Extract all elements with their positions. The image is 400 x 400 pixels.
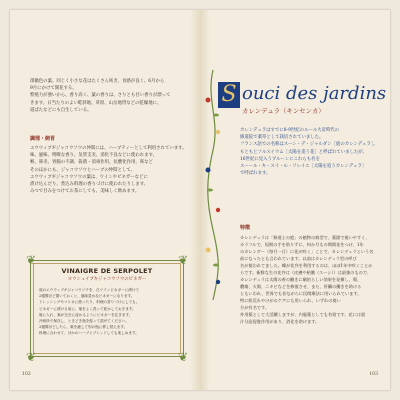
vinaigre-recipe-box (25, 253, 189, 364)
text-line: エウウィブギジャコウソウの仲間には、ハーブティーとして利用されています。 (30, 146, 187, 151)
text-line: 汁分泌促進作用があり、消化を助けます。 (240, 319, 320, 324)
text-line: 庭のエウウィブギジャコウソウを、白ワインビネガーに漬けて (39, 288, 140, 292)
right-intro (240, 127, 385, 177)
text-line: で呼ばれます。 (240, 171, 271, 177)
text-line: 瓶に入れ、葉が完全に浸かるようにビネガーを注ぎます。 (39, 312, 133, 317)
text-line: ドレッシングやマリネに使ったり、料理の香りづけにしても。 (39, 300, 140, 305)
section-heading: 特徴 (240, 225, 251, 231)
text-line: 16世紀に見入うブルーンにこれらも名を (240, 156, 320, 162)
text-line: そのほかにも、ジャコウソウとハーブの仲間として、 (30, 167, 135, 173)
right-page (200, 10, 390, 390)
page-subtitle: カレンデュラ（キンセンカ） (242, 107, 325, 115)
text-line: 料理に合わせて、ほかのハーブとブレンドしても楽しめます。 (39, 331, 139, 336)
page-title: ouci des jardins (242, 83, 387, 104)
text-line: 名が使われてました。蝶が花弁を利用するのは、ほぼ1年中咲くことか (240, 263, 373, 268)
book-spread (10, 10, 390, 390)
text-line: 2週間ほどしたら、葉を漉して別の瓶に移し替えます。 (39, 325, 128, 330)
text-line: 特に肌荒れやけがのケアにも用いられ、いずれの使い (240, 298, 341, 303)
text-line: 2週間ほど置いておくと、風味豊かなビネガーになります。 (39, 294, 135, 299)
left-page (10, 10, 200, 390)
text-line: 澤鍋色の葉。同じく小さな花はたくさん咲き、食感が良く、6月から (30, 79, 165, 84)
text-line: エウウィブギジャコウソウの葉は、ワインやビネガーなどに (30, 174, 148, 180)
text-line: ともいわれ、世界でも昔ながらに民間療法に用いられています。 (240, 291, 362, 296)
text-line: のカレンダー（毎月一日）に花が咲く」ことで、カレンデュラという名 (240, 249, 374, 254)
left-section-body (30, 145, 190, 195)
text-line: 修道院で薬草として栽培されていました。 (240, 135, 324, 141)
text-line: ビネガーに漬ける前に、葉をよく洗って乾かしておきます。 (39, 306, 136, 311)
section-heading: 調理・飼育 (30, 136, 56, 142)
text-line: フランス語での名称はスーシ・デ・ジャルダン［庭のカレンデュラ］。 (240, 142, 378, 148)
text-line: 繁殖力が強いから、香り高く、葉の香りは、さりとも甘い香りが漂って (30, 93, 171, 99)
vine-ornament-icon: ❦ (177, 253, 189, 267)
text-line: 漬け込んだり、煮込み料理の香りづけに使われたりします。 (30, 182, 149, 188)
illuminated-initial: S (218, 82, 240, 108)
text-line: カレンデュラはすでに8-9世紀のルール大帝時代の (240, 128, 340, 133)
left-intro (30, 78, 190, 114)
text-line: 道ばたなどにも自生している。 (30, 107, 92, 113)
page-number: 103 (369, 372, 378, 377)
text-line: 喉、鼻炎、胃腸の不調、殺菌・消毒作用、抗酸化作用、咳など (30, 160, 153, 166)
text-line: 膿瘍、火傷、ニキビなどを修復させ、また、肝臓の働きを助ける (240, 284, 362, 289)
vine-ornament-icon: ❦ (25, 253, 37, 267)
text-line: 外用薬として大活躍しますが、内服薬としても有効です。花には胆 (240, 312, 366, 317)
text-line: 方が有名です。 (240, 305, 269, 310)
text-line: きます。日当たりのよい畦斜地、草原、山岳地帯などの乾燥地に、 (30, 100, 162, 106)
text-line: カラフルで、短期の手を借りずに、何か月もの期間花をつけ、1年 (240, 242, 364, 247)
vine-ornament-icon: ❦ (177, 350, 189, 364)
vine-ornament-icon: ❦ (25, 350, 37, 364)
text-line: スーール・キ・スイ・ル・ソレイユ［太陽を追うカレンデュラ］ (240, 164, 367, 170)
text-line: 味、風味、明瞭な香り、気管支炎、消化不良などに使われます。 (30, 153, 157, 159)
text-line: 冷暗所で保存し、ときどき瓶を振って混ぜてください。 (39, 319, 129, 324)
recipe-title: VINAIGRE DE SERPOLET (61, 267, 153, 275)
recipe-subtitle: ヨウシュイブキジャコウソウのビネガー (67, 277, 147, 282)
page-number: 102 (22, 372, 31, 377)
text-line: みつで甘みをつけてお茶にしても、美味しく飲めます。 (30, 189, 140, 195)
recipe-body (39, 287, 175, 337)
text-line: らです。新鮮な生の花弁は（皮膚や粘膜（スーシ））は最強のもので、 (240, 270, 372, 275)
text-line: カレンデュラは太陽の香の働きに劇的らしい効果を発揮し、傷、 (240, 277, 362, 282)
text-line: 9月にかけて開花する。 (30, 86, 77, 92)
right-section-body (240, 234, 385, 325)
text-line: 前になったとも言われています。以前はカレンデュラ型の呼び (240, 256, 357, 261)
text-line: カレンデュラは「修道士の庭」の植物の典型で、薬園で使いやすく、 (240, 235, 370, 240)
text-line: もともとソルスイウム［太陽を追う花］と呼ばれていましたが、 (240, 149, 368, 155)
